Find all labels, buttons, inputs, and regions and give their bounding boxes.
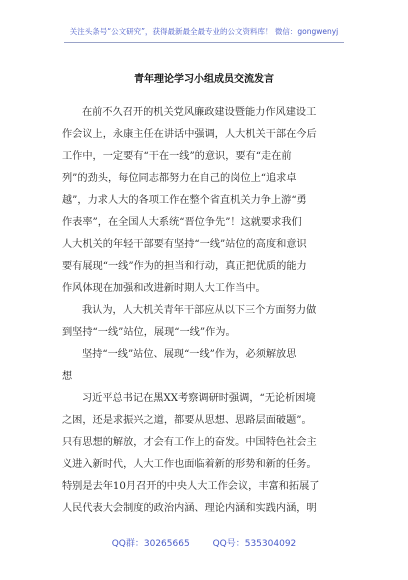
body-line: 只有思想的解放，才会有工作上的奋发。中国特色社会主 bbox=[62, 437, 317, 448]
section-heading-line: 想 bbox=[62, 371, 73, 382]
body-line: 之困，还是求振兴之道，都要从思想、思路层面破题”。 bbox=[62, 415, 312, 426]
header-promo-note: 关注头条号“公文研究”，获得最新最全最专业的公文资料库！ 微信：gongwenyj bbox=[69, 27, 339, 36]
body-line: 义进入新时代，人大工作也面临着新的形势和新的任务。 bbox=[62, 459, 317, 470]
body-line: 我认为，人大机关青年干部应从以下三个方面努力做 bbox=[82, 305, 317, 316]
body-line: 越”，力求人大的各项工作在整个省直机关力争上游“勇 bbox=[62, 195, 307, 206]
body-line: 作风体现在加强和改进新时期人大工作当中。 bbox=[62, 283, 266, 294]
body-line: 工作中，一定要有“干在一线”的意识，要有“走在前 bbox=[62, 151, 292, 162]
body-line: 人大机关的年轻干部要有坚持“一线”站位的高度和意识 bbox=[62, 239, 307, 250]
body-line: 到坚持“一线”站位，展现“一线”作为。 bbox=[62, 327, 236, 338]
body-line: 作表率”，在全国人大系统“晋位争先”！这就要求我们 bbox=[62, 217, 302, 228]
header-divider bbox=[64, 42, 344, 43]
body-line: 在前不久召开的机关党风廉政建设暨能力作风建设工 bbox=[82, 107, 317, 118]
body-line: 习近平总书记在黑XX考察调研时强调，“无论析困境 bbox=[82, 393, 316, 404]
footer-contacts: QQ群：30265665 QQ号：535304092 bbox=[111, 539, 297, 549]
body-line: 特别是去年10月召开的中央人大工作会议，丰富和拓展了 bbox=[62, 481, 320, 492]
section-heading-line: 坚持“一线”站位、展现“一线”作为，必须解放思 bbox=[82, 349, 297, 360]
document-title: 青年理论学习小组成员交流发言 bbox=[134, 74, 274, 85]
body-line: 人民代表大会制度的政治内涵、理论内涵和实践内涵，明 bbox=[62, 503, 317, 514]
body-line: 作会议上，永康主任在讲话中强调，人大机关干部在今后 bbox=[62, 129, 317, 140]
body-line: 列”的劲头，每位同志都努力在自己的岗位上“追求卓 bbox=[62, 173, 297, 184]
document-body bbox=[62, 102, 348, 520]
body-line: 要有展现“一线”作为的担当和行动，真正把优质的能力 bbox=[62, 261, 307, 272]
